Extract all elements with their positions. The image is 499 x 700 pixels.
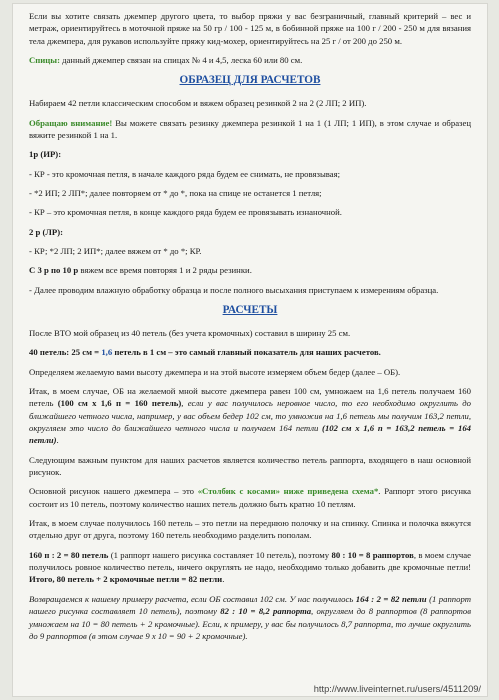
row2-title: 2 р (ЛР): bbox=[29, 226, 63, 237]
row1-edge-start: - КР - это кромочная петля, в начале каждого ряда будем ее снимать, не провязывая; bbox=[29, 168, 341, 179]
needles-label: Спицы: bbox=[29, 55, 60, 66]
pattern-a: Основной рисунок нашего джемпера – это bbox=[29, 486, 198, 497]
repeat-paragraph: Следующим важным пунктом для наших расчетов является количество петель раппорта, входящего в наш основной рисунок. bbox=[29, 454, 471, 478]
gauge-result-a: 40 петель: 25 см = bbox=[29, 347, 102, 358]
repeat-calc-paragraph bbox=[29, 549, 471, 586]
repeat-calc-d: , в моем случае получилось ровное количество петель, ничего округлять не надо, необходимо только добавить две кромочные петли! bbox=[29, 549, 471, 573]
attention-label: Обращаю внимание! bbox=[29, 117, 113, 128]
repeat-calc-a: 160 п : 2 = 80 петель bbox=[29, 549, 109, 560]
stitch-count-end: . bbox=[56, 435, 59, 446]
row1-pattern: - *2 ИП; 2 ЛП*; далее повторяем от * до *, пока на спице не останется 1 петля; bbox=[29, 188, 322, 198]
stitch-count-formula: (100 см х 1,6 п = 160 петель) bbox=[57, 398, 182, 409]
sample-heading: ОБРАЗЕЦ ДЛЯ РАСЧЕТОВ bbox=[179, 74, 321, 87]
attention-paragraph bbox=[29, 117, 471, 142]
example-a: Возвращаемся к нашему примеру расчета, если ОБ составил 102 см. У нас получилось bbox=[29, 593, 356, 604]
hip-paragraph: Определяем желаемую вами высоту джемпера и на этой высоте измеряем объем бедер (далее – ОБ). bbox=[29, 366, 401, 377]
gauge-result-b: петель в 1 см – это самый главный показатель для наших расчетов. bbox=[112, 347, 381, 358]
needles-text: данный джемпер связан на спицах № 4 и 4,5, леска 60 или 80 см. bbox=[59, 55, 303, 66]
calc-heading: РАСЧЕТЫ bbox=[222, 304, 278, 317]
pattern-paragraph bbox=[29, 485, 471, 510]
sample-cast-on: Набираем 42 петли классическим способом и вяжем образец резинкой 2 на 2 (2 ЛП; 2 ИП). bbox=[29, 98, 367, 109]
row3-text: вяжем все время повторяя 1 и 2 ряды резинки. bbox=[78, 265, 252, 276]
gauge-result-number: 1,6 bbox=[101, 347, 113, 358]
repeat-calc-b: (1 раппорт нашего рисунка составляет 10 петель), поэтому bbox=[108, 549, 332, 560]
gauge-paragraph: После ВТО мой образец из 40 петель (без учета кромочных) составил в ширину 25 см. bbox=[29, 327, 351, 338]
row3-paragraph bbox=[29, 264, 471, 276]
stitch-count-a: Итак, в моем случае, ОБ на желаемой мной высоте джемпера равен 100 см, умножаем на 1,6 петель получаем 160 петель bbox=[29, 386, 471, 409]
example-e: , округляем до 8 раппортов (8 раппортов умножаем на 10 = 80 петель + 2 кромочные). Если, к примеру, у вас бы получилось 8,7 раппорта, то лучше округлить до 9 раппортов (в этом случае 9 х 10 = 90 + 2 кромочные). bbox=[29, 606, 471, 641]
blocking-paragraph: - Далее проводим влажную обработку образца и после полного высыхания приступаем к измерениям образца. bbox=[29, 284, 439, 295]
stitch-count-note: , если у вас получилось неровное число, то его необходимо округлить до ближайшего четного числа, например, у вас объем бедер 102 см, то умножив на 1,6 петель мы получим 163,2 петли, округляем это число до ближайшего четного числа и получаем 164 петли bbox=[29, 398, 471, 434]
example-paragraph bbox=[29, 593, 471, 642]
row1-edge-end: - КР – это кромочная петля, в конце каждого ряда будем ее провязывать изнаночной. bbox=[29, 207, 342, 218]
example-d: 82 : 10 = 8,2 раппорта bbox=[220, 606, 312, 617]
example-b: 164 : 2 = 82 петли bbox=[355, 593, 427, 604]
document-content bbox=[13, 4, 487, 642]
row1-title: 1р (ИР): bbox=[29, 149, 62, 160]
split-paragraph: Итак, в моем случае получилось 160 петель – это петли на переднюю полочку и на спинку. Спинка и полочка вяжутся отдельно друг от друга, поэтому 160 петель необходимо разделить пополам. bbox=[29, 518, 471, 541]
pattern-b: . Раппорт этого рисунка состоит из 10 петель, поэтому количество наших петель должно быть кратно 10 петлям. bbox=[29, 486, 471, 509]
needles-paragraph bbox=[29, 54, 471, 66]
stitch-count-formula-2: (102 см х 1,6 п = 163,2 петель = 164 петли) bbox=[29, 423, 472, 446]
repeat-calc-c: 80 : 10 = 8 раппортов bbox=[331, 549, 414, 560]
repeat-calc-end: . bbox=[222, 574, 225, 585]
example-c: (1 раппорт нашего рисунка составляет 10 петель), поэтому bbox=[29, 593, 471, 617]
pattern-name: «Столбик с косами» ниже приведена схема* bbox=[197, 486, 379, 497]
repeat-calc-total: Итого, 80 петель + 2 кромочные петли = 82 петли bbox=[29, 574, 223, 585]
document-page bbox=[12, 3, 488, 697]
source-url-watermark: http://www.liveinternet.ru/users/4511209/ bbox=[313, 684, 481, 694]
row3-bold: С 3 р по 10 р bbox=[29, 265, 79, 276]
stitch-count-paragraph bbox=[29, 385, 471, 447]
row2-pattern: - КР; *2 ЛП; 2 ИП*; далее вяжем от * до *; КР. bbox=[29, 246, 202, 257]
gauge-result bbox=[29, 346, 471, 358]
yarn-paragraph: Если вы хотите связать джемпер другого цвета, то выбор пряжи у вас безграничный, главный критерий – вес и метраж, ориентируйтесь в моточной пряже на 50 гр / 100 - 125 м, в бобинной пряже на 100 г / 200 - 250 м для вязания тела джемпера, для рукавов используйте пряжу кид-мохер, ориентируйтесь на 25 г / от 200 до 250 м. bbox=[29, 11, 471, 46]
attention-text: Вы можете связать резинку джемпера резинкой 1 на 1 (1 ЛП; 1 ИП), в этом случае и образец вяжите резинкой 1 на 1. bbox=[29, 117, 471, 140]
